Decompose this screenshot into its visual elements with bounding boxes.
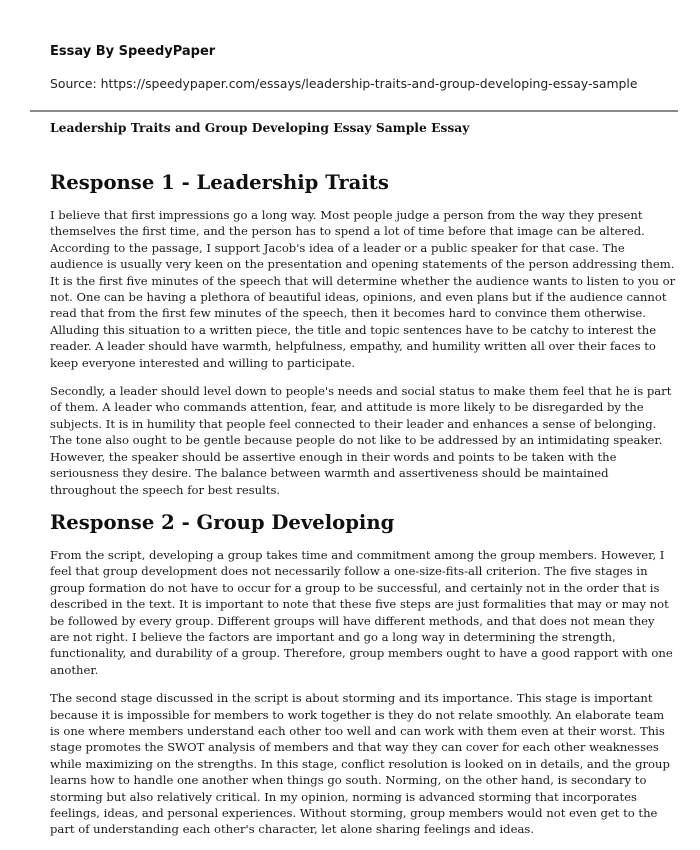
section-heading: Response 2 - Group Developing	[50, 510, 395, 534]
section-heading: Response 1 - Leadership Traits	[50, 171, 389, 194]
page-header	[50, 44, 660, 92]
paragraph: Secondly, a leader should level down to people's needs and social status to make them feel that he is part of them. A leader who commands attention, fear, and attitude is more likely to be disregarded by the subjects. It is in humility that people feel connected to their leader and enhances a sense of belonging. The tone also ought to be gentle because people do not like to be addressed by an intimidating speaker. However, the speaker should be assertive enough in their words and points to be taken with the seriousness they desire. The balance between warmth and assertiveness should be maintained throughout the speech for best results.	[50, 384, 672, 497]
paragraph: From the script, developing a group takes time and commitment among the group members. However, I feel that group development does not necessarily follow a one-size-fits-all criterion. The five stages in group formation do not have to occur for a group to be successful, and certainly not in the order that is described in the text. It is important to note that these five steps are just formalities that may or may not be followed by every group. Different groups will have different methods, and that does not mean they are not right. I believe the factors are important and go a long way in determining the strength, functionality, and durability of a group. Therefore, group members ought to have a good rapport with one another.	[50, 547, 673, 677]
essay-content	[50, 170, 676, 850]
header-divider	[30, 110, 678, 112]
paragraph: The second stage discussed in the script is about storming and its importance. This stage is important because it is impossible for members to work together is they do not relate smoothly. An elaborate team is one where members understand each other too well and can work with them even at their worst. This stage promotes the SWOT analysis of members and that way they can cover for each other weaknesses while maximizing on the strengths. In this stage, conflict resolution is looked on in details, and the group learns how to handle one another when things go south. Norming, on the other hand, is secondary to storming but also relatively critical. In my opinion, norming is advanced storming that incorporates feelings, ideas, and personal experiences. Without storming, group members would not even get to the part of understanding each other's character, let alone sharing feelings and ideas.	[50, 691, 670, 837]
section-leadership-traits	[50, 170, 676, 498]
source-line: Source: https://speedypaper.com/essays/leadership-traits-and-group-developing-essay-sample	[50, 76, 638, 91]
site-title: Essay By SpeedyPaper	[50, 44, 216, 59]
paragraph: I believe that first impressions go a long way. Most people judge a person from the way they present themselves the first time, and the person has to spend a lot of time before that image can be altered. According to the passage, I support Jacob's idea of a leader or a public speaker for that case. The audience is usually very keen on the presentation and opening statements of the person addressing them. It is the first five minutes of the speech that will determine whether the audience wants to listen to you or not. One can be having a plethora of beautiful ideas, opinions, and even plans but if the audience cannot read that from the first few minutes of the speech, then it becomes hard to convince them otherwise. Alluding this situation to a written piece, the title and topic sentences have to be catchy to interest the reader. A leader should have warmth, helpfulness, empathy, and humility written all over their faces to keep everyone interested and willing to participate.	[50, 208, 676, 370]
section-group-developing	[50, 510, 676, 838]
document-title: Leadership Traits and Group Developing Essay Sample Essay	[50, 120, 470, 135]
